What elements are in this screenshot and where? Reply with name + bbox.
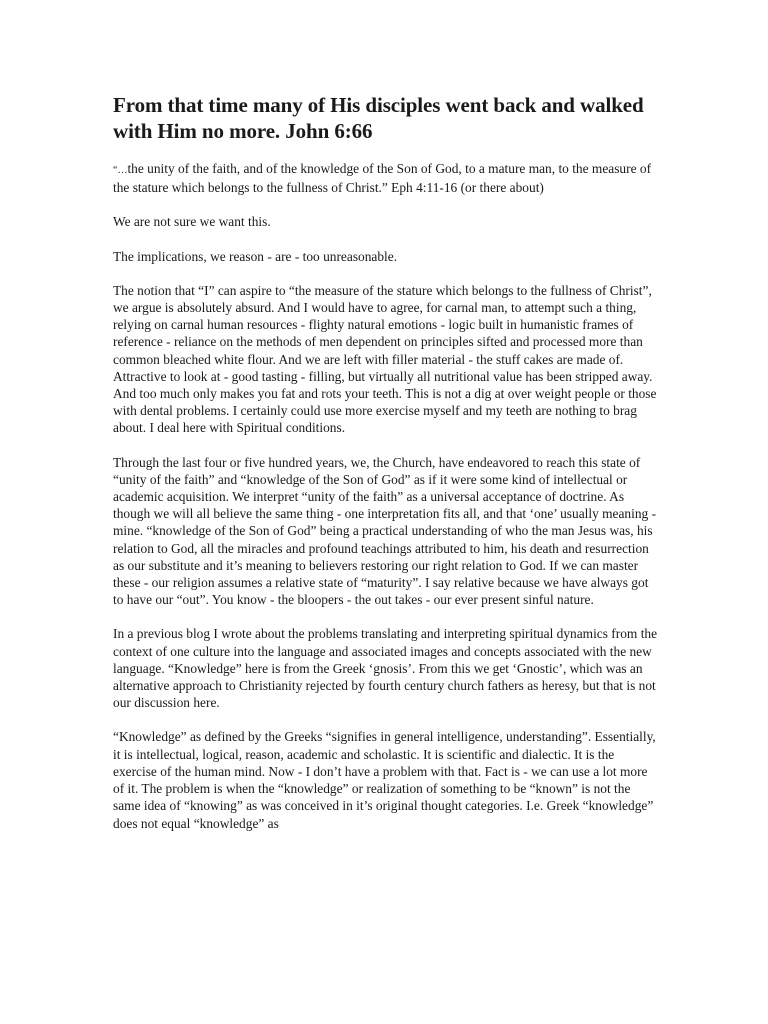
paragraph-previous-blog: In a previous blog I wrote about the problems translating and interpreting spiritual dynamics from the context of one culture into the language and associated images and concepts associated with the new language. “Knowledge” here is from the Greek ‘gnosis’. From this we get ‘Gnostic’, which was an alternative approach to Christianity rejected by fourth century church fathers as heresy, but that is not our discussion here. [113,626,658,711]
quote-text: the unity of the faith, and of the knowledge of the Son of God, to a mature man, to the measure of the stature which belongs to the fullness of Christ.” Eph 4:11-16 (or there about) [113,161,652,196]
paragraph-church-history: Through the last four or five hundred years, we, the Church, have endeavored to reach this state of “unity of the faith” and “knowledge of the Son of God” as if it were some kind of intellectual or academic acquisition. We interpret “unity of the faith” as a universal acceptance of doctrine. As though we will all believe the same thing - one interpretation fits all, and that ‘one’ usually meaning - mine. “knowledge of the Son of God” being a practical understanding of who the man Jesus was, his relation to God, all the miracles and profound teachings attributed to him, his death and resurrection as our substitute and it’s meaning to believers restoring our right relation to God. If we can master these - our religion assumes a relative state of “maturity”. I say relative because we have always got to have our “out”. You know - the bloopers - the out takes - our ever present sinful nature. [113,454,657,608]
page-title: From that time many of His disciples went back and walked with Him no more. John 6:66 [113,93,644,143]
document-page [113,92,658,849]
paragraph-greek-knowledge: “Knowledge” as defined by the Greeks “signifies in general intelligence, understanding”. Essentially, it is intellectual, logical, reason, academic and scholastic. It is scientific and dialectic. It is the exercise of the human mind. Now - I don’t have a problem with that. Fact is - we can use a lot more of it. The problem is when the “knowledge” or realization of something to be “known” is not the same idea of “knowing” as was conceived in it’s original thought categories. I.e. Greek “knowledge” does not equal “knowledge” as [113,729,656,831]
quote-paragraph [113,160,658,196]
paragraph-not-sure: We are not sure we want this. [113,214,271,230]
paragraph-implications: The implications, we reason - are - too unreasonable. [113,248,398,264]
paragraph-notion: The notion that “I” can aspire to “the measure of the stature which belongs to the fullness of Christ”, we argue is absolutely absurd. And I would have to agree, for carnal man, to attempt such a thing, relying on carnal human resources - flighty natural emotions - logic built in humanistic frames of reference - reliance on the methods of men dependent on principles sifted and processed more than common bleached white flour. And we are left with filler material - the stuff cakes are made of. Attractive to look at - good tasting - filling, but virtually all nutritional value has been stripped away. And too much only makes you fat and rots your teeth. This is not a dig at over weight people or those with dental problems. I certainly could use more exercise myself and my teeth are nothing to brag about. I deal here with Spiritual conditions. [113,282,657,436]
quote-lead: “… [113,165,128,176]
